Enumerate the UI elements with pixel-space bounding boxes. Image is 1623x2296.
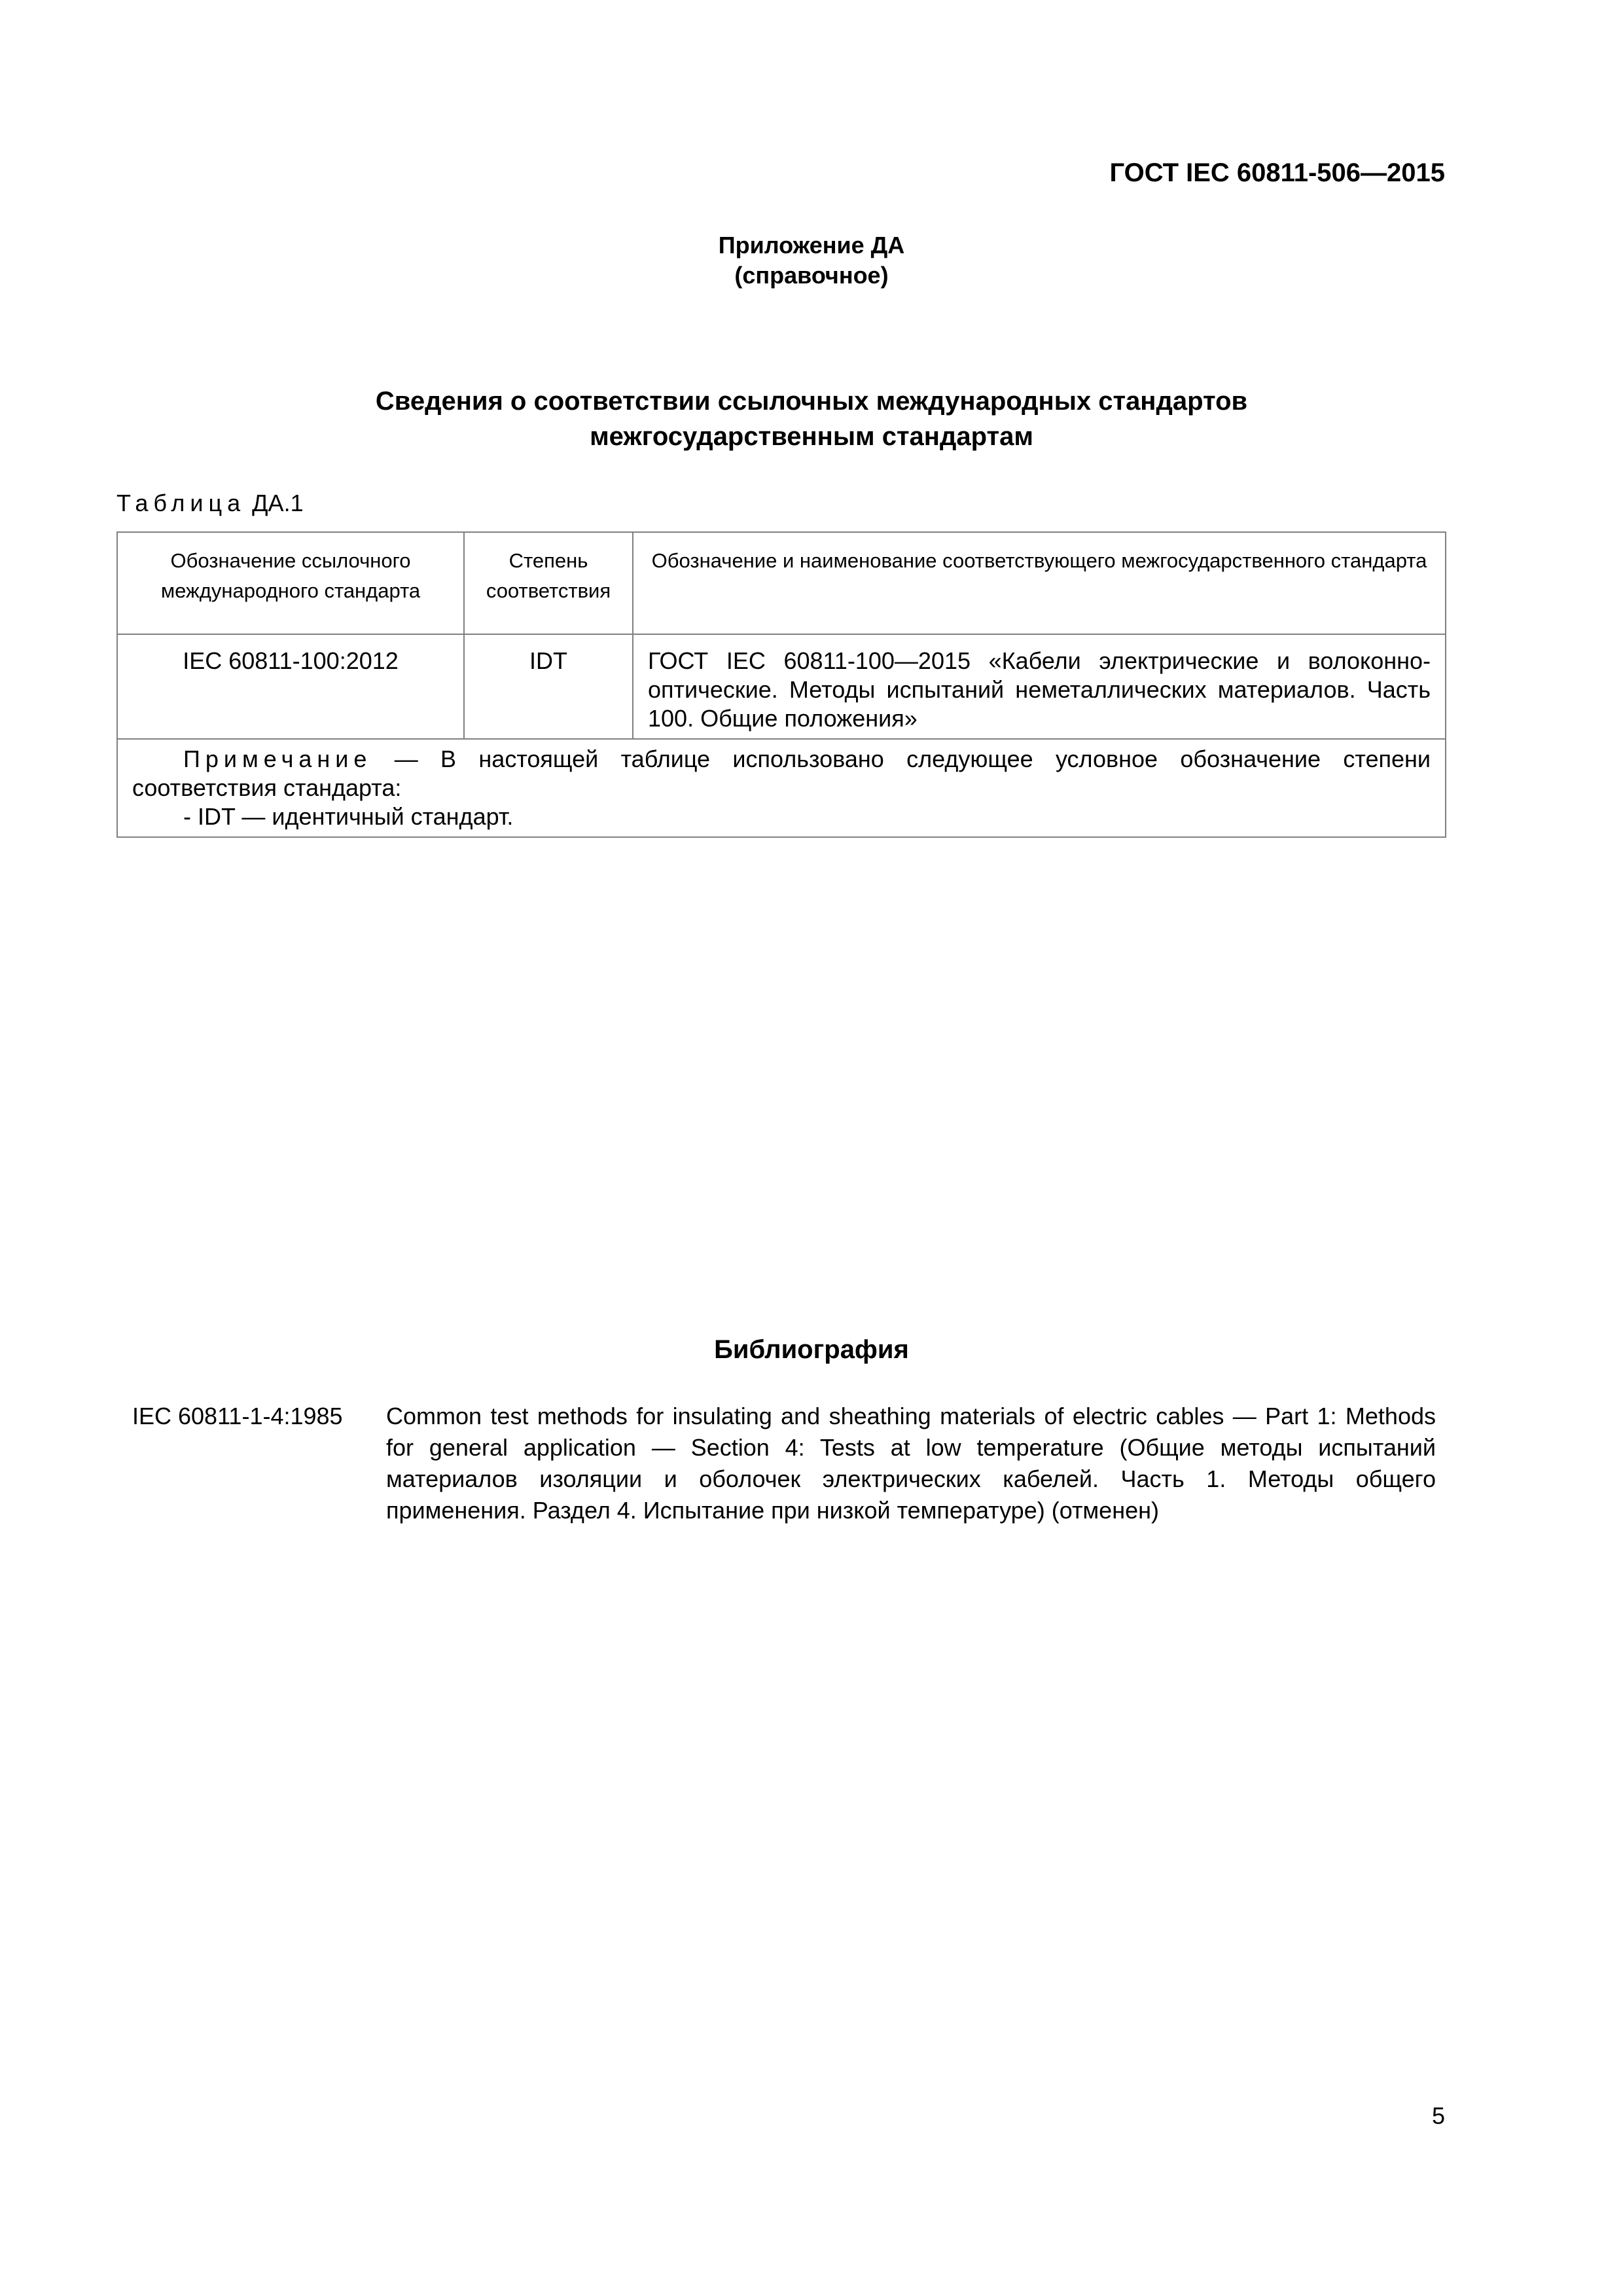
note-label: Примечание — [183, 745, 372, 772]
note-text: — В настоящей таблице использовано следующее условное обозначение степени соответствия стандарта: — [132, 745, 1431, 801]
appendix-title: Приложение ДА — [718, 232, 905, 259]
table-label-word: Таблица — [116, 490, 246, 516]
table-label — [116, 490, 304, 517]
table-note-row — [117, 739, 1446, 837]
header-interstate-standard: Обозначение и наименование соответствующего межгосударственного стандарта — [633, 532, 1446, 634]
cell-ref-standard: IEC 60811-100:2012 — [117, 634, 464, 739]
section-title-line-1: Сведения о соответствии ссылочных международных стандартов — [375, 387, 1248, 416]
table-header-row — [117, 532, 1446, 634]
table-label-number: ДА.1 — [252, 490, 304, 516]
appendix-heading — [0, 230, 1623, 291]
bibliography-title: Библиография — [714, 1335, 909, 1364]
bibliography-reference: IEC 60811-1-4:1985 — [132, 1403, 343, 1429]
table-note — [117, 739, 1446, 837]
table-row — [117, 634, 1446, 739]
header-ref-standard: Обозначение ссылочного международного стандарта — [117, 532, 464, 634]
appendix-subtitle: (справочное) — [734, 262, 889, 289]
correspondence-table — [116, 531, 1446, 838]
cell-interstate-standard: ГОСТ IEC 60811-100—2015 «Кабели электрические и волоконно-оптические. Методы испытаний неметаллических материалов. Часть 100. Общие положения» — [633, 634, 1446, 739]
header-degree: Степень соответствия — [464, 532, 633, 634]
cell-degree: IDT — [464, 634, 633, 739]
note-item: - IDT — идентичный стандарт. — [183, 803, 514, 830]
section-title-line-2: межгосударственным стандартам — [590, 422, 1033, 451]
bibliography-text: Common test methods for insulating and sheathing materials of electric cables — Part 1: Methods for general application — Section 4: Tests at low temperature (Общие методы испытаний материалов изоляции и оболочек электрических кабелей. Часть 1. Методы общего применения. Раздел 4. Испытание при низкой температуре) (отменен) — [386, 1403, 1436, 1524]
document-code: ГОСТ IEC 60811-506—2015 — [1109, 158, 1445, 187]
section-title — [0, 384, 1623, 454]
page-number: 5 — [1431, 2102, 1445, 2129]
